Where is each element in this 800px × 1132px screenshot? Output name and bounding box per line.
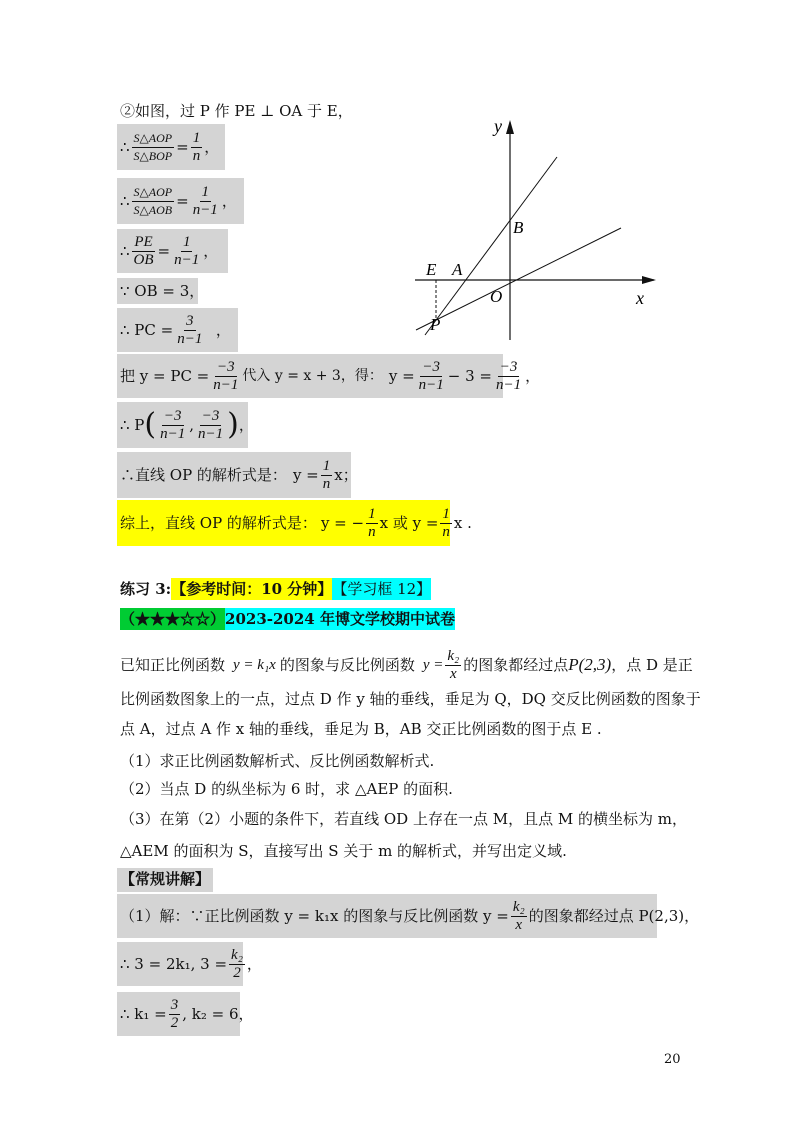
question-1: （1）求正比例函数解析式、反比例函数解析式. xyxy=(120,752,435,770)
frac-num: PE xyxy=(134,233,153,250)
y-axis-arrow-icon xyxy=(506,120,514,134)
frac-den: OB xyxy=(133,251,154,268)
source-label: 2023-2024 年博文学校期中试卷 xyxy=(225,610,455,628)
line-5: ∵ OB = 3， xyxy=(117,278,198,304)
line-2: ∴ $\frac{\text{S△AOP}}{\text{S△BOP}}$ = $\frac{1}{n}$ ， xyxy=(117,124,225,170)
s1-b: 的图象都经过点 P(2,3)， xyxy=(528,907,700,925)
exercise-title xyxy=(120,578,431,600)
frac-den: n xyxy=(368,523,376,540)
s1-a: （1）解：∵正比例函数 y = k₁x 的图象与反比例函数 y = xyxy=(120,907,509,925)
frac-den: n−1 xyxy=(192,201,218,218)
x-axis-arrow-icon xyxy=(642,276,656,284)
line-4: ∴ $\frac{PE}{OB}$ = $\frac{1}{n-1}$ ， xyxy=(117,229,228,273)
frac-den: n xyxy=(442,523,450,540)
label-a: A xyxy=(452,260,463,279)
question-3-line-1: （3）在第（2）小题的条件下，若直线 OD 上存在一点 M，且点 M 的横坐标为 m， xyxy=(120,810,687,828)
frac-num: k₂ xyxy=(231,946,243,963)
frac-num: −3 xyxy=(499,358,518,375)
exercise-box: 【学习框 12】 xyxy=(332,580,432,598)
frac-den: 2 xyxy=(170,1014,179,1031)
p1-c: 的图象都经过点 xyxy=(463,656,569,674)
frac-den: n−1 xyxy=(495,376,522,393)
frac-den: n−1 xyxy=(160,425,186,442)
line-9-c: x； xyxy=(334,466,358,484)
p1-eq2-lhs: y = xyxy=(422,657,444,673)
frac-den: n−1 xyxy=(213,376,239,393)
frac-num: k₂ xyxy=(447,647,460,664)
frac-den: x xyxy=(449,665,457,682)
frac-num: −3 xyxy=(201,407,220,424)
frac-num: −3 xyxy=(422,358,441,375)
frac-num: S△AOP xyxy=(132,130,175,148)
line-pb xyxy=(425,157,557,335)
line-7: 把 y = PC = $\frac{-3}{n-1}$ 代入 y = x + 3，得： y = $\frac{-3}{n-1}$ − 3 = $\frac{-3}{n-1}$ ， xyxy=(117,354,503,398)
line-6: ∴ PC = $\frac{3}{n-1}$ ， xyxy=(117,308,238,352)
frac-den: n xyxy=(192,147,201,164)
s3-b: , k₂ = 6， xyxy=(182,1005,254,1023)
page-number: 20 xyxy=(664,1052,681,1067)
frac-num: 1 xyxy=(201,183,209,200)
line-3: ∴ $\frac{\text{S△AOP}}{\text{S△AOB}}$ = $\frac{1}{n-1}$ ， xyxy=(117,178,244,224)
frac-num: 3 xyxy=(186,312,194,329)
frac-num: 1 xyxy=(322,457,331,474)
line-8-lhs: ∴ P xyxy=(120,416,145,434)
p1-a: 已知正比例函数 xyxy=(120,656,226,674)
explanation-line-2 xyxy=(117,942,262,986)
frac-num: k₂ xyxy=(512,898,525,915)
line-10-a: 综上，直线 OP 的解析式是： xyxy=(120,514,317,532)
label-p: P xyxy=(430,315,441,334)
label-o: O xyxy=(490,287,503,306)
line-6-lhs: ∴ PC = xyxy=(120,321,174,339)
exercise-time: 【参考时间：10 分钟】 xyxy=(171,580,333,598)
s2-a: ∴ 3 = 2k₁, 3 = xyxy=(120,955,228,973)
problem-line-3: 点 A，过点 A 作 x 轴的垂线，垂足为 B，AB 交正比例函数的图于点 E . xyxy=(120,720,602,738)
line-10-d: x . xyxy=(453,514,472,532)
frac-den: 2 xyxy=(233,964,241,981)
label-x: x xyxy=(636,288,644,308)
frac-den: S△AOB xyxy=(133,202,173,217)
label-b: B xyxy=(513,218,524,237)
line-9-b: y = xyxy=(292,466,319,484)
s3-a: ∴ k₁ = xyxy=(120,1005,167,1023)
frac-num: −3 xyxy=(163,407,182,424)
frac-den: n−1 xyxy=(198,425,224,442)
frac-den: x xyxy=(515,916,523,933)
line-7-c: y = xyxy=(388,367,415,385)
line-1: ②如图，过 P 作 PE ⊥ OA 于 E， xyxy=(120,102,353,120)
frac-num: 1 xyxy=(442,505,450,522)
line-op xyxy=(416,228,621,330)
label-y: y xyxy=(494,116,502,136)
frac-num: 1 xyxy=(368,505,376,522)
problem-line-2: 比例函数图象上的一点，过点 D 作 y 轴的垂线，垂足为 Q，DQ 交反比例函数的图象于 xyxy=(120,690,701,708)
explanation-line-3 xyxy=(117,992,254,1036)
exercise-prefix: 练习 3: xyxy=(120,580,172,598)
problem-line-1 xyxy=(120,643,693,687)
question-3-line-2: △AEM 的面积为 S，直接写出 S 关于 m 的解析式，并写出定义域. xyxy=(120,842,567,860)
p1-eq1: y = k₁x xyxy=(233,657,276,673)
p1-d: ，点 D 是正 xyxy=(611,656,693,674)
s2-b: ， xyxy=(246,955,262,973)
question-2: （2）当点 D 的纵坐标为 6 时，求 △AEP 的面积. xyxy=(120,780,453,798)
frac-num: −3 xyxy=(217,358,235,375)
frac-num: 3 xyxy=(170,996,179,1013)
line-9 xyxy=(117,452,358,498)
exercise-source xyxy=(120,608,455,630)
line-10-summary xyxy=(117,500,472,546)
difficulty-stars: （★★★☆☆） xyxy=(120,610,226,628)
p1-point: P(2,3) xyxy=(568,655,612,674)
p1-b: 的图象与反比例函数 xyxy=(279,656,415,674)
frac-den: n−1 xyxy=(177,330,203,347)
frac-num: 1 xyxy=(192,129,201,146)
line-8: ∴ P ( $\frac{-3}{n-1}$ , $\frac{-3}{n-1}$ ) ， xyxy=(117,402,248,448)
label-e: E xyxy=(426,260,437,279)
line-7-d: − 3 = xyxy=(447,367,492,385)
frac-num: S△AOP xyxy=(132,184,175,202)
line-10-b: y = − xyxy=(320,514,365,532)
line-9-a: ∴直线 OP 的解析式是： xyxy=(120,466,287,484)
frac-num: 1 xyxy=(182,233,191,250)
coordinate-diagram xyxy=(410,112,660,347)
line-7-a: 把 y = PC = xyxy=(120,367,210,385)
frac-den: n xyxy=(322,475,331,492)
explanation-header: 【常规讲解】 xyxy=(117,868,213,892)
line-7-b: 代入 y = x + 3，得： xyxy=(242,368,383,384)
explanation-line-1 xyxy=(117,894,700,938)
frac-den: S△BOP xyxy=(133,148,173,163)
frac-den: n−1 xyxy=(418,376,444,393)
frac-den: n−1 xyxy=(174,251,200,268)
line-10-c: x 或 y = xyxy=(379,514,439,532)
